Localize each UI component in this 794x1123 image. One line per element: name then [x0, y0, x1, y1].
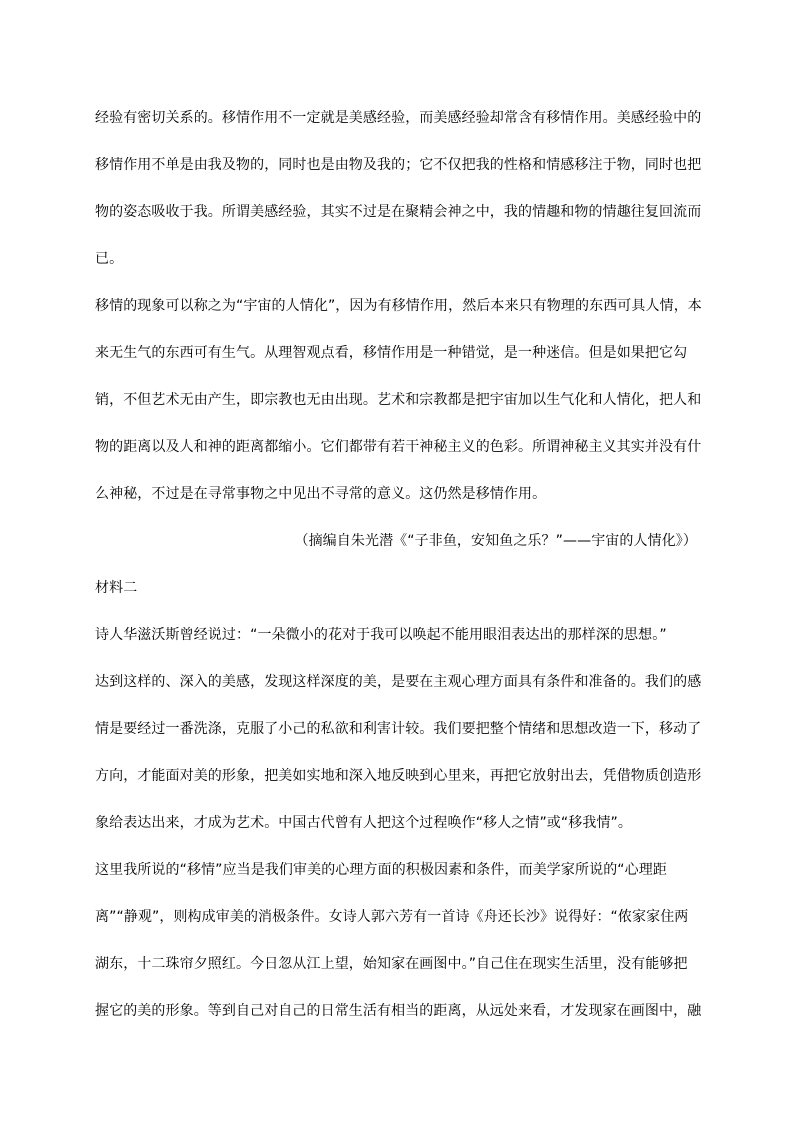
paragraph-line: 么神秘，不过是在寻常事物之中见出不寻常的意义。这仍然是移情作用。	[95, 486, 547, 502]
paragraph-line: 销，不但艺术无由产生，即宗教也无由出现。艺术和宗教都是把宇宙加以生气化和人情化，把人和	[95, 392, 702, 408]
paragraph-line: 经验有密切关系的。移情作用不一定就是美感经验，而美感经验却常含有移情作用。美感经验中的	[95, 110, 702, 126]
paragraph-line: 情是要经过一番洗涤，克服了小己的私欲和利害计较。我们要把整个情绪和思想改造一下，移动了	[95, 721, 702, 737]
citation-line: （摘编自朱光潜《“子非鱼，安知鱼之乐？”——宇宙的人情化》）	[294, 533, 697, 549]
quote-line: 诗人华滋沃斯曾经说过：“一朵微小的花对于我可以唤起不能用眼泪表达出的那样深的思想。”	[95, 627, 667, 643]
paragraph-line: 来无生气的东西可有生气。从理智观点看，移情作用是一种错觉，是一种迷信。但是如果把它勾	[95, 345, 688, 361]
paragraph-line: 方向，才能面对美的形象，把美如实地和深入地反映到心里来，再把它放射出去，凭借物质创造形	[95, 768, 702, 784]
paragraph-line: 移情的现象可以称之为“宇宙的人情化”，因为有移情作用，然后本来只有物理的东西可具人情，本	[95, 298, 702, 314]
paragraph-line: 握它的美的形象。等到自己对自己的日常生活有相当的距离，从远处来看，才发现家在画图中，融	[95, 1003, 702, 1019]
section-heading: 材料二	[95, 580, 138, 596]
paragraph-line: 已。	[95, 251, 124, 267]
paragraph-line: 离”“静观”，则构成审美的消极条件。女诗人郭六芳有一首诗《舟还长沙》说得好：“侬家家住两	[95, 909, 689, 925]
paragraph-line: 移情作用不单是由我及物的，同时也是由物及我的；它不仅把我的性格和情感移注于物，同时也把	[95, 157, 702, 173]
paragraph-line: 象给表达出来，才成为艺术。中国古代曾有人把这个过程唤作“移人之情”或“移我情”。	[95, 815, 633, 831]
paragraph-line: 物的距离以及人和神的距离都缩小。它们都带有若干神秘主义的色彩。所谓神秘主义其实并没有什	[95, 439, 702, 455]
paragraph-line: 湖东，十二珠帘夕照红。今日忽从江上望，始知家在画图中。”自己住在现实生活里，没有能够把	[95, 956, 688, 972]
paragraph-line: 物的姿态吸收于我。所谓美感经验，其实不过是在聚精会神之中，我的情趣和物的情趣往复回流而	[95, 204, 702, 220]
paragraph-line: 达到这样的、深入的美感，发现这样深度的美，是要在主观心理方面具有条件和准备的。我们的感	[95, 674, 702, 690]
paragraph-line: 这里我所说的“移情”应当是我们审美的心理方面的积极因素和条件，而美学家所说的“心理距	[95, 862, 667, 878]
